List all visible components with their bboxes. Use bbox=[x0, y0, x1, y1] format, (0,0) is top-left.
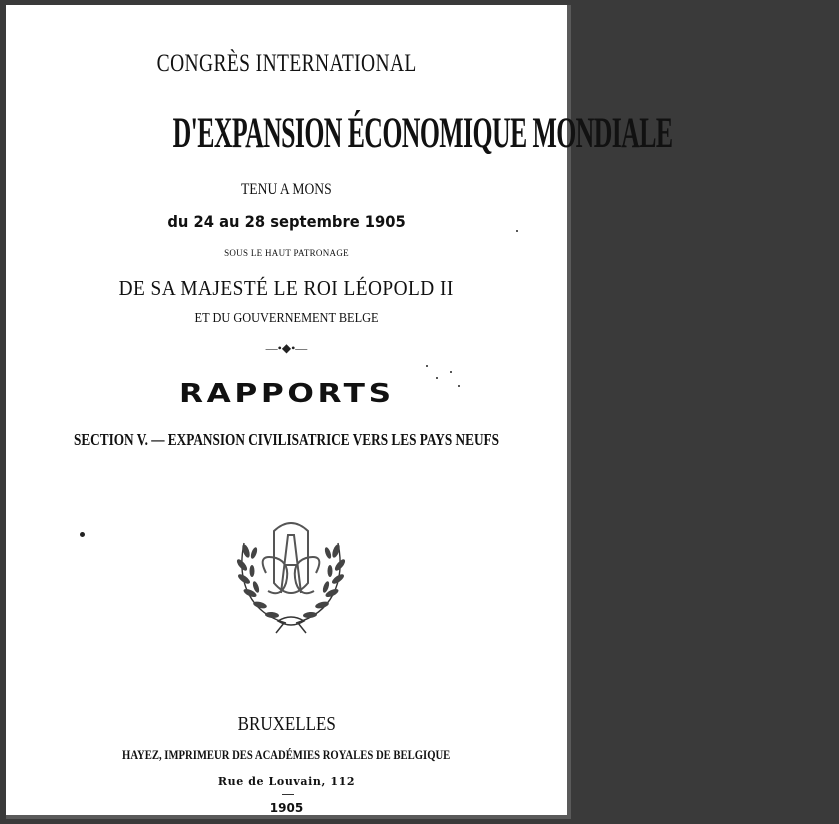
government-line: ET DU GOUVERNEMENT BELGE bbox=[194, 311, 379, 326]
scan-speck bbox=[436, 377, 438, 379]
section-title: SECTION V. — EXPANSION CIVILISATRICE VERS LES PAYS NEUFS bbox=[73, 430, 500, 449]
patronage-label: SOUS LE HAUT PATRONAGE bbox=[224, 248, 349, 258]
city: BRUXELLES bbox=[237, 713, 336, 735]
publication-year: 1905 bbox=[269, 801, 304, 815]
ornament-divider: —•◆•— bbox=[265, 341, 308, 355]
congress-heading: CONGRÈS INTERNATIONAL bbox=[156, 50, 417, 77]
address: Rue de Louvain, 112 bbox=[217, 775, 356, 788]
scan-speck bbox=[450, 371, 452, 373]
printer: HAYEZ, IMPRIMEUR DES ACADÉMIES ROYALES DE BELGIQUE bbox=[122, 747, 451, 762]
scan-speck bbox=[426, 365, 428, 367]
scan-speck bbox=[458, 385, 460, 387]
title-page bbox=[6, 5, 673, 819]
scan-speck bbox=[516, 230, 518, 232]
congress-title: D'EXPANSION ÉCONOMIQUE MONDIALE bbox=[172, 110, 673, 157]
divider-rule bbox=[282, 794, 294, 795]
reports-title: RAPPORTS bbox=[178, 379, 395, 409]
scan-speck bbox=[80, 532, 85, 537]
monogram-wreath-icon bbox=[226, 513, 356, 638]
held-at: TENU A MONS bbox=[241, 181, 332, 198]
patron-name: DE SA MAJESTÉ LE ROI LÉOPOLD II bbox=[118, 276, 455, 300]
congress-dates: du 24 au 28 septembre 1905 bbox=[167, 212, 406, 231]
